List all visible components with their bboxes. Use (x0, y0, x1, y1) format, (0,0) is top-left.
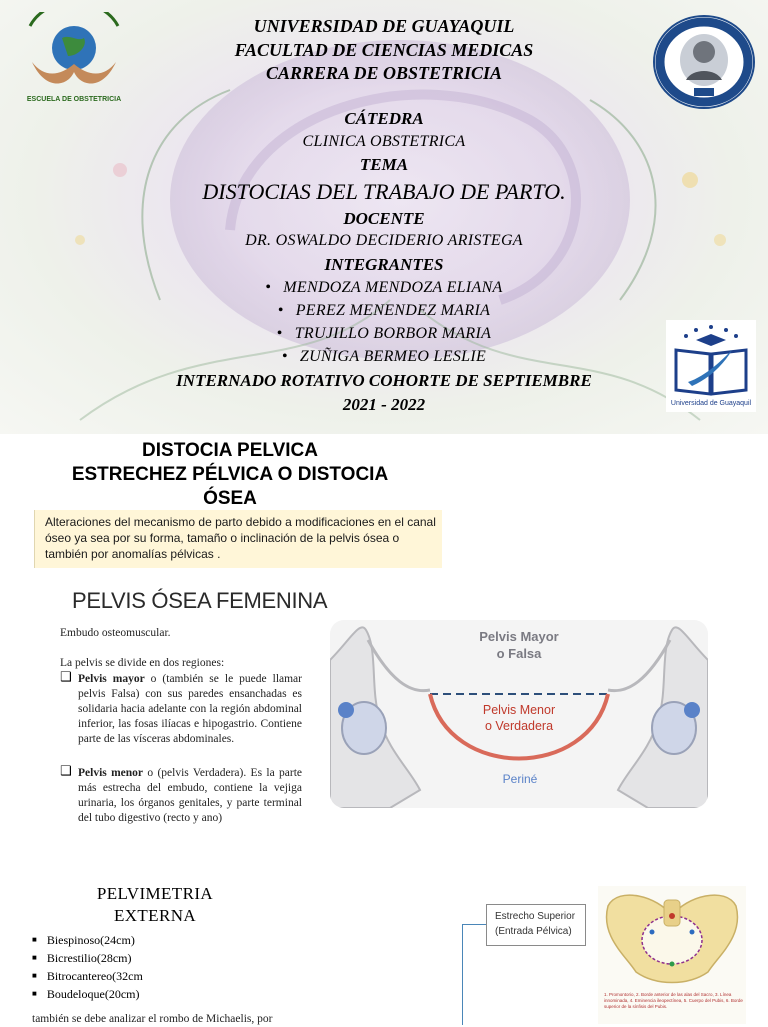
tema-label: TEMA (359, 155, 409, 174)
pelvimetria-list (32, 932, 143, 1004)
pelvis-section-title: PELVIS ÓSEA FEMENINA (72, 588, 328, 613)
career-name: CARRERA DE OBSTETRICIA (265, 63, 503, 83)
michaelis-text: también se debe analizar el rombo de Michaelis, por (32, 1013, 273, 1025)
list-item: ■ Boudeloque(20cm) (32, 986, 143, 1004)
slide-title-line2: ESTRECHEZ PÉLVICA O DISTOCIA (71, 464, 389, 485)
integrante-item: • ZUÑIGA BERMEO LESLIE (0, 348, 768, 366)
checkbox-bullet-icon: ❑ (60, 670, 72, 685)
definition-box: Alteraciones del mecanismo de parto debido a modificaciones en el canal óseo ya sea por su forma, tamaño o inclinación de la pelvis ósea o también por anomalías pélvicas . (34, 510, 442, 568)
distocia-slide (0, 434, 768, 1024)
estrecho-label: Estrecho Superior (495, 911, 576, 922)
diagram-caption: 1. Promontorio, 2. Borde anterior de las alas del Sacro, 3. Línea innominada, 4. Eminencia ileopectínea, 5. Cuerpo del Pubis, 6. Borde superior de la sínfisis del Pubis. (604, 992, 743, 1009)
universidad-guayaquil-logo (666, 320, 756, 412)
docente-value: DR. OSWALDO DECIDERIO ARISTEGA (245, 232, 523, 249)
catedra-value: CLINICA OBSTETRICA (302, 133, 466, 150)
integrante-item: • MENDOZA MENDOZA ELIANA (0, 279, 768, 297)
list-item: ■ Biespinoso(24cm) (32, 932, 143, 950)
docente-label: DOCENTE (343, 209, 425, 228)
embudo-text: Embudo osteomuscular. (60, 627, 171, 639)
pelvis-menor-label: Pelvis Menor (482, 703, 556, 717)
estrecho-superior-diagram (598, 886, 746, 1024)
pelvis-menor-label-2: o Verdadera (484, 719, 554, 733)
pelvis-menor-paragraph (78, 766, 302, 826)
catedra-label: CÁTEDRA (344, 109, 424, 128)
pelvis-inlet-illustration (598, 886, 746, 990)
list-item: ■ Bicrestilio(28cm) (32, 950, 143, 968)
book-quill-icon (666, 320, 756, 400)
pelvis-mayor-label-2: o Falsa (496, 646, 542, 661)
cover-slide (0, 0, 768, 434)
ug-logo-caption: Universidad de Guayaquil (670, 400, 752, 407)
pelvimetria-title: PELVIMETRIA (96, 884, 214, 903)
years-text: 2021 - 2022 (342, 395, 426, 414)
estrecho-superior-box (486, 904, 586, 946)
pelvis-mayor-term: Pelvis mayor (78, 673, 145, 685)
integrante-item: • PEREZ MENENDEZ MARIA (0, 302, 768, 320)
pelvis-mayor-paragraph (78, 672, 302, 747)
pelvis-mayor-label: Pelvis Mayor (479, 629, 559, 644)
perine-label: Periné (502, 772, 538, 786)
pelvis-menor-text: o (pelvis Verdadera). Es la parte más estrecha del embudo, contiene la vejiga urinaria, los órganos genitales, y parte terminal del tubo digestivo (recto y ano) (78, 767, 303, 824)
pelvis-menor-term: Pelvis menor (78, 767, 144, 779)
university-name: UNIVERSIDAD DE GUAYAQUIL (253, 16, 515, 36)
integrante-item: • TRUJILLO BORBOR MARIA (0, 325, 768, 343)
tema-value: DISTOCIAS DEL TRABAJO DE PARTO. (202, 179, 566, 204)
faculty-name: FACULTAD DE CIENCIAS MEDICAS (234, 40, 534, 60)
pelvimetria-subtitle: EXTERNA (113, 906, 197, 925)
logo-caption: ESCUELA DE OBSTETRICIA (26, 96, 122, 103)
pelvis-diagram (330, 620, 708, 808)
list-item: ■ Bitrocantereo(32cm (32, 968, 143, 986)
checkbox-bullet-icon: ❑ (60, 764, 72, 779)
divide-text: La pelvis se divide en dos regiones: (60, 657, 225, 669)
slide-title-line3: ÓSEA (203, 488, 257, 509)
slide-title-line1: DISTOCIA PELVICA (142, 440, 318, 461)
integrantes-label: INTEGRANTES (324, 255, 444, 274)
pelvis-mayor-text: o (también se le puede llamar pelvis Falsa) con sus paredes ensanchadas es solidaria hacia adelante con la región abdominal inferior, las fosas ilíacas e hipogastrio. Contiene parte de las vísceras abdominales. (78, 673, 302, 745)
internado-text: INTERNADO ROTATIVO COHORTE DE SEPTIEMBRE (176, 371, 592, 390)
entrada-pelvica-label: (Entrada Pélvica) (495, 926, 572, 937)
connector-line (462, 924, 487, 1025)
